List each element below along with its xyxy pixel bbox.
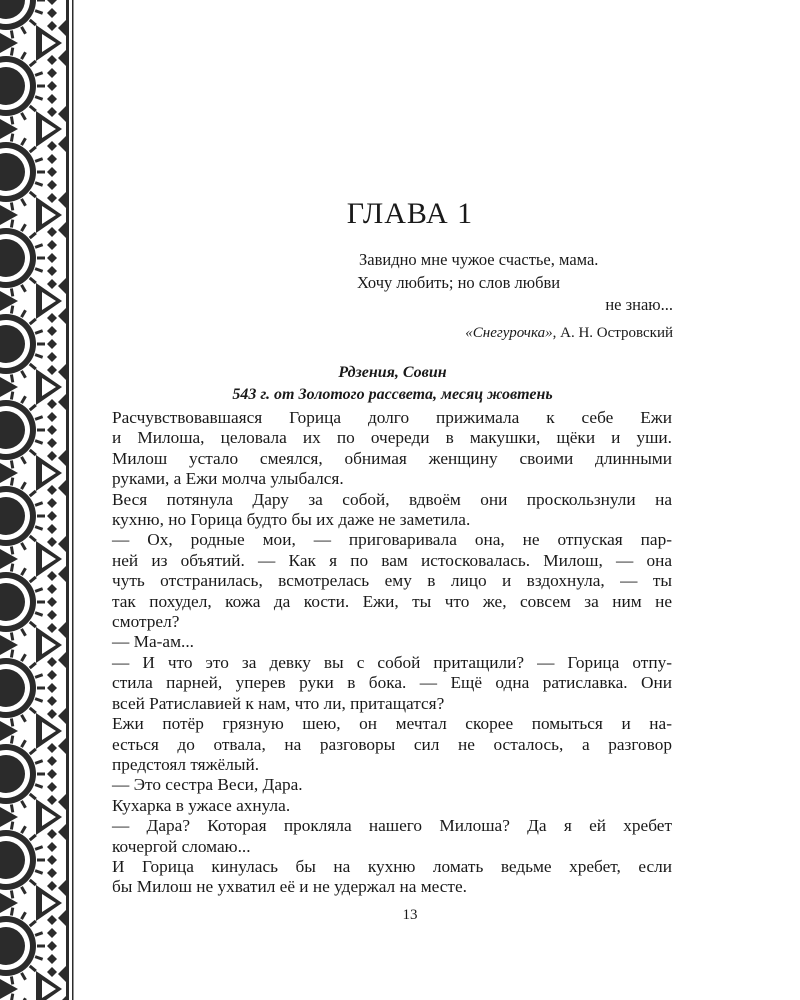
text-line: — И что это за девку вы с собой притащили? — Горица отпу- xyxy=(112,652,672,672)
text-line: — Ох, родные мои, — приговаривала она, не отпуская пар- xyxy=(112,530,672,550)
text-line: так похудел, кожа да кости. Ежи, ты что же, совсем за ним не xyxy=(112,591,672,611)
text-line: бы Милош не ухватил её и не удержал на месте. xyxy=(112,877,467,897)
text-line: Расчувствовавшаяся Горица долго прижимала к себе Ежи xyxy=(112,408,672,427)
text-line: чуть отстранилась, всмотрелась ему в лицо и вздохнула, — ты xyxy=(112,571,672,591)
text-line: кочергой сломаю... xyxy=(112,836,251,856)
text-line: Веся потянула Дару за собой, вдвоём они проскользнули на xyxy=(112,489,672,509)
epigraph-work: «Снегурочка» xyxy=(465,324,553,341)
text-line: — Ма-ам... xyxy=(112,632,194,652)
body-text xyxy=(112,408,672,898)
epigraph xyxy=(357,249,673,344)
epigraph-line-3: не знаю... xyxy=(605,295,673,314)
place-location: Рдзения, Совин xyxy=(338,364,447,381)
text-line: руками, а Ежи молча улыбался. xyxy=(112,469,344,489)
epigraph-author: , А. Н. Островский xyxy=(552,324,673,341)
epigraph-attribution xyxy=(357,322,673,345)
text-line: всей Ратиславией к нам, что ли, притащатся? xyxy=(112,693,445,713)
text-line: и Милоша, целовала их по очереди в макушки, щёки и уши. xyxy=(112,428,672,448)
text-line: предстоял тяжёлый. xyxy=(112,754,260,774)
epigraph-line-1: Завидно мне чужое счастье, мама. xyxy=(359,250,599,269)
chapter-title: ГЛАВА 1 xyxy=(346,197,474,230)
text-line: — Это сестра Веси, Дара. xyxy=(112,775,303,795)
text-line: ней из объятий. — Как я по вам истосковалась. Милош, — она xyxy=(112,550,672,570)
page-number: 13 xyxy=(402,907,418,923)
text-line: И Горица кинулась бы на кухню ломать ведьме хребет, если xyxy=(112,856,672,876)
text-line: Милош устало смеялся, обнимая женщину своими длинными xyxy=(112,448,672,468)
place-date-heading xyxy=(110,362,675,406)
text-line: — Дара? Которая прокляла нашего Милоша? Да я ей хребет xyxy=(112,816,672,836)
text-line: стила парней, уперев руки в бока. — Ещё одна ратиславка. Они xyxy=(112,673,672,693)
text-line: Ежи потёр грязную шею, он мечтал скорее помыться и на- xyxy=(112,714,672,734)
text-line: смотрел? xyxy=(112,612,180,632)
text-line: есться до отвала, на разговоры сил не осталось, а разговор xyxy=(112,734,672,754)
text-line: кухню, но Горица будто бы их даже не заметила. xyxy=(112,510,471,530)
place-date: 543 г. от Золотого рассвета, месяц жовтень xyxy=(232,386,553,403)
text-line: Кухарка в ужасе ахнула. xyxy=(112,795,291,815)
epigraph-line-2: Хочу любить; но слов любви xyxy=(357,272,561,292)
